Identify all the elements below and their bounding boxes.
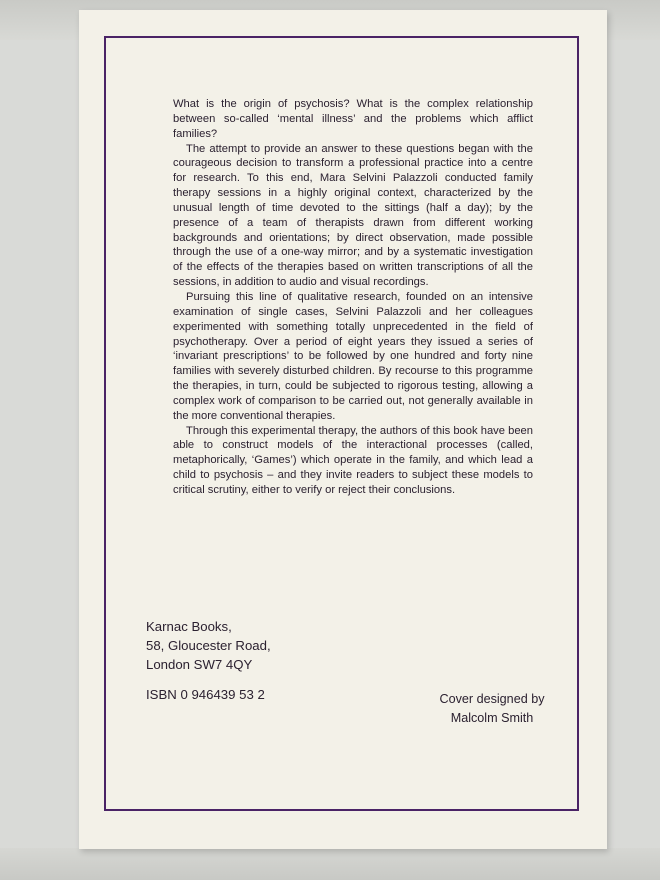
blurb-paragraph-2: The attempt to provide an answer to these questions began with the courageous decision to transform a professional practice into a centre for research. To this end, Mara Selvini Palazzoli conducted family therapy sessions in a highly original context, characterized by the unusual length of time devoted to the sittings (half a day); by the presence of a team of therapists drawn from different working backgrounds and orientations; by direct observation, made possible through the use of a one-way mirror; and by a systematic investigation of the effects of the therapies based on written transcriptions of all the sessions, in addition to audio and visual recordings. bbox=[173, 142, 533, 289]
blurb-paragraph-4: Through this experimental therapy, the authors of this book have been able to construct models of the interactional processes (called, metaphorically, ‘Games’) which operate in the family, and which lead a child to psychosis – and they invite readers to subject these models to critical scrutiny, either to verify or reject their conclusions. bbox=[173, 424, 533, 496]
credit-designer: Malcolm Smith bbox=[450, 711, 534, 725]
blurb-paragraph-1: What is the origin of psychosis? What is the complex relationship between so-called ‘mental illness’ and the problems which afflict families? bbox=[173, 98, 533, 140]
blurb-text bbox=[173, 97, 533, 498]
credit-label: Cover designed by bbox=[439, 692, 545, 706]
publisher-address bbox=[146, 617, 271, 674]
isbn-number: ISBN 0 946439 53 2 bbox=[146, 687, 265, 702]
publisher-street: 58, Gloucester Road, bbox=[146, 638, 271, 653]
blurb-paragraph-3: Pursuing this line of qualitative research, founded on an intensive examination of single cases, Selvini Palazzoli and her colleagues experimented with something totally unprecedented in the field of psychotherapy. Over a period of eight years they issued a series of ‘invariant prescriptions’ to be followed by one hundred and forty nine families with severely disturbed children. By recourse to this programme the therapies, in turn, could be subjected to rigorous testing, allowing a complex work of comparison to be carried out, not generally available in the more conventional therapies. bbox=[173, 290, 533, 422]
publisher-name: Karnac Books, bbox=[146, 619, 232, 634]
background-bottom bbox=[0, 848, 660, 880]
publisher-city: London SW7 4QY bbox=[146, 657, 253, 672]
cover-design-credit bbox=[428, 690, 556, 728]
